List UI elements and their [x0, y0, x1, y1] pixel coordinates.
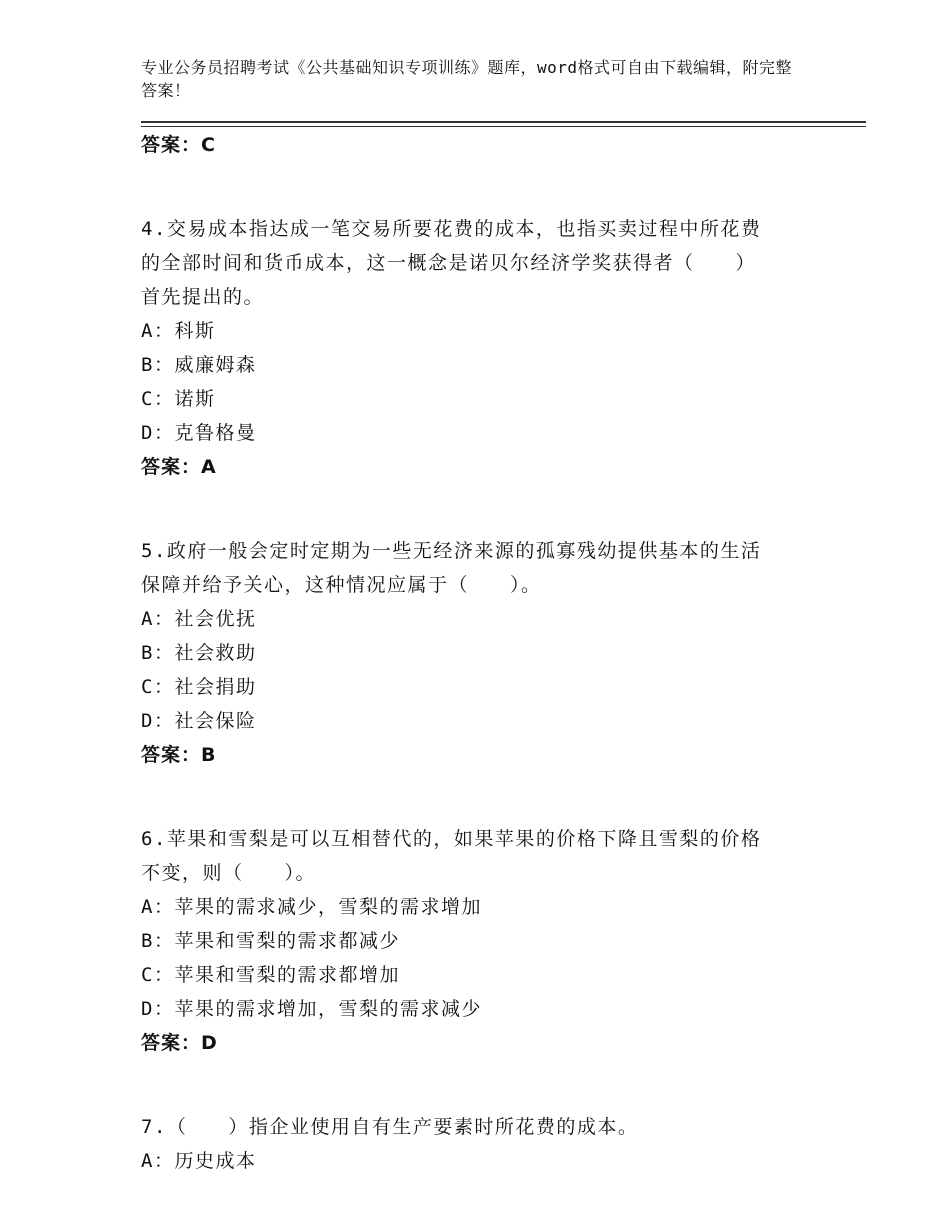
question-block	[141, 822, 821, 1060]
answer-line: 答案：D	[141, 1032, 218, 1054]
question-stem-line: 4.交易成本指达成一笔交易所要花费的成本，也指买卖过程中所花费	[141, 218, 762, 240]
option-c: C：社会捐助	[141, 676, 257, 698]
option-d: D：社会保险	[141, 710, 257, 732]
spacer	[141, 1060, 821, 1110]
question-stem-line: 不变，则（ ）。	[141, 862, 317, 884]
answer-line: 答案：C	[141, 134, 216, 156]
option-d: D：苹果的需求增加，雪梨的需求减少	[141, 998, 482, 1020]
question-block	[141, 534, 821, 772]
answer-line: 答案：B	[141, 744, 217, 766]
option-c: C：诺斯	[141, 388, 216, 410]
option-b: B：苹果和雪梨的需求都减少	[141, 930, 400, 952]
question-stem-line: 5.政府一般会定时定期为一些无经济来源的孤寡残幼提供基本的生活	[141, 540, 762, 562]
option-a: A：苹果的需求减少，雪梨的需求增加	[141, 896, 482, 918]
spacer	[141, 162, 821, 212]
question-stem-line: 首先提出的。	[141, 286, 265, 308]
question-stem-line: 保障并给予关心，这种情况应属于（ ）。	[141, 574, 542, 596]
question-list	[141, 128, 821, 1178]
header-divider-thick	[141, 121, 866, 123]
spacer	[141, 484, 821, 534]
option-c: C：苹果和雪梨的需求都增加	[141, 964, 400, 986]
document-header: 专业公务员招聘考试《公共基础知识专项训练》题库，word格式可自由下载编辑，附完整答案！	[141, 58, 793, 100]
option-a: A：科斯	[141, 320, 216, 342]
option-b: B：威廉姆森	[141, 354, 257, 376]
question-stem-line: 7.（ ）指企业使用自有生产要素时所花费的成本。	[141, 1116, 639, 1138]
option-d: D：克鲁格曼	[141, 422, 257, 444]
option-a: A：历史成本	[141, 1150, 257, 1172]
answer-line: 答案：A	[141, 456, 217, 478]
header-divider-thin	[141, 126, 866, 127]
question-stem-line: 6.苹果和雪梨是可以互相替代的，如果苹果的价格下降且雪梨的价格	[141, 828, 762, 850]
option-b: B：社会救助	[141, 642, 257, 664]
option-a: A：社会优抚	[141, 608, 257, 630]
question-block	[141, 212, 821, 484]
question-block	[141, 1110, 821, 1178]
spacer	[141, 772, 821, 822]
question-stem-line: 的全部时间和货币成本，这一概念是诺贝尔经济学奖获得者（ ）	[141, 252, 757, 274]
